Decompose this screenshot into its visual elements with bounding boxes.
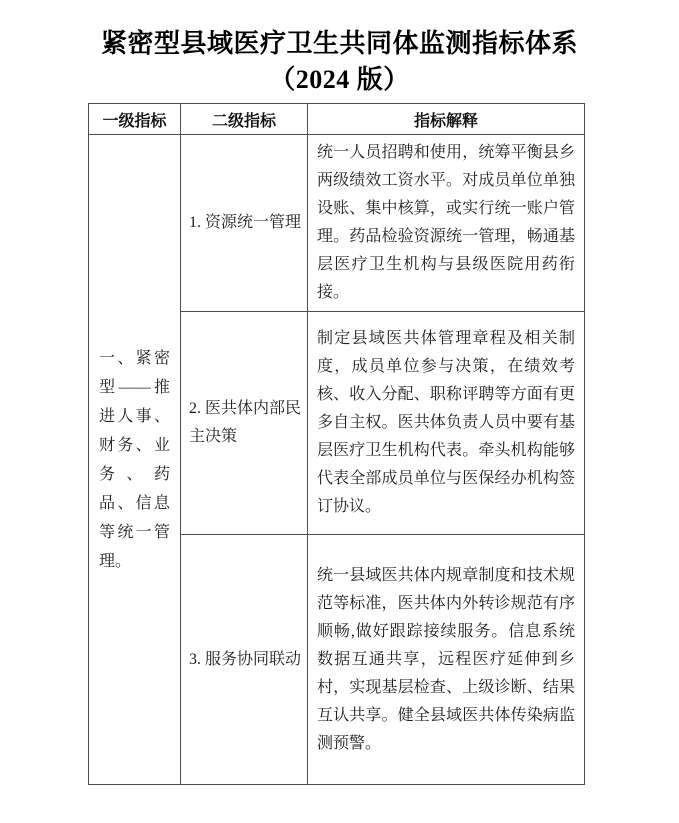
- header-indicator-explanation: 指标解释: [308, 104, 585, 135]
- explanation-cell: [308, 312, 585, 535]
- level2-indicator-cell: 2. 医共体内部民主决策: [181, 312, 308, 535]
- explanation-cell: [308, 135, 585, 312]
- level2-indicator-cell: 3. 服务协同联动: [181, 535, 308, 785]
- level1-indicator-text: 一、紧密型——推进人事、财务、业务、药品、信息等统一管理。: [99, 349, 170, 570]
- level1-indicator-cell: [89, 135, 181, 785]
- document-title: [0, 0, 679, 98]
- table-row-resource-management: [89, 135, 585, 312]
- explanation-cell: [308, 535, 585, 785]
- level2-indicator-cell: 1. 资源统一管理: [181, 135, 308, 312]
- title-line-1: 紧密型县域医疗卫生共同体监测指标体系: [100, 29, 578, 58]
- explanation-text: 统一人员招聘和使用，统筹平衡县乡两级绩效工资水平。对成员单位单独设账、集中核算，或实行统一账户管理。药品检验资源统一管理，畅通基层医疗卫生机构与县级医院用药衔接。: [317, 144, 575, 301]
- explanation-text: 制定县域医共体管理章程及相关制度，成员单位参与决策，在绩效考核、收入分配、职称评聘等方面有更多自主权。医共体负责人员中要有基层医疗卫生机构代表。牵头机构能够代表全部成员单位与医保经办机构签订协议。: [317, 330, 575, 515]
- header-level2-indicator: 二级指标: [181, 104, 308, 135]
- indicator-table: [88, 103, 585, 785]
- table-header-row: [89, 104, 585, 135]
- title-line-2: （2024 版）: [269, 65, 410, 94]
- explanation-text: 统一县域医共体内规章制度和技术规范等标准，医共体内外转诊规范有序顺畅,做好跟踪接续服务。信息系统数据互通共享，远程医疗延伸到乡村，实现基层检查、上级诊断、结果互认共享。健全县域医共体传染病监测预警。: [317, 566, 575, 752]
- header-level1-indicator: 一级指标: [89, 104, 181, 135]
